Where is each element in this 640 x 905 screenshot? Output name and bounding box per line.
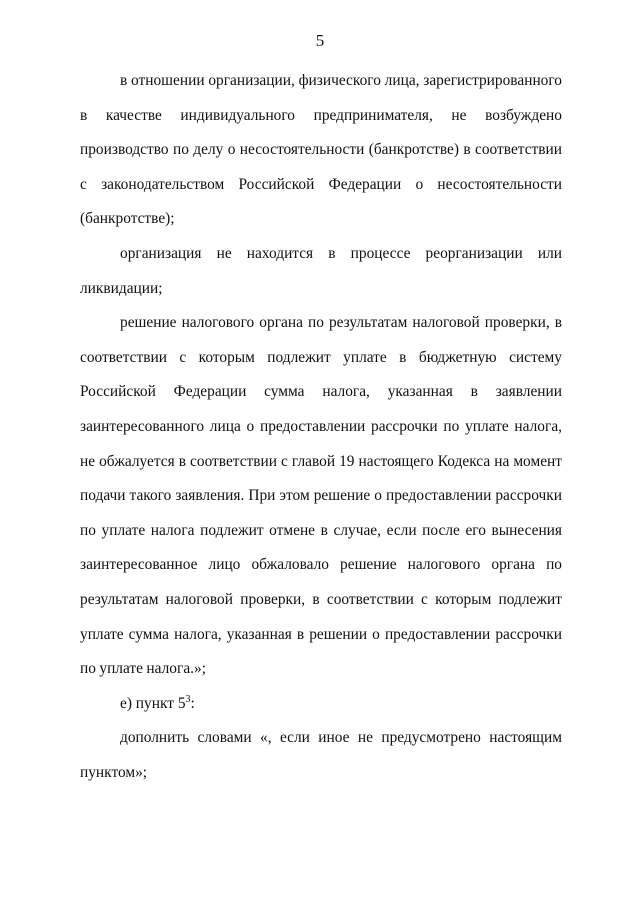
paragraph-reorganization-condition: организация не находится в процессе реорганизации или ликвидации; xyxy=(80,244,562,297)
item-e-superscript: 3 xyxy=(185,693,191,705)
document-body xyxy=(80,64,562,790)
paragraph-amendment: дополнить словами «, если иное не предусмотрено настоящим пунктом»; xyxy=(80,729,562,781)
paragraph-tax-decision-condition: решение налогового органа по результатам налоговой проверки, в соответствии с которым подлежит уплате в бюджетную систему Российской Федерации сумма налога, указанная в заявлении заинтересованного лица о предоставлении рассрочки по уплате налога, не обжалуется в соответствии с главой 19 настоящего Кодекса на момент подачи такого заявления. При этом решение о предоставлении рассрочки по уплате налога подлежит отмене в случае, если после его вынесения заинтересованное лицо обжаловало решение налогового органа по результатам налоговой проверки, в соответствии с которым подлежит уплате сумма налога, указанная в решении о предоставлении рассрочки по уплате налога.»; xyxy=(80,314,562,678)
paragraph-item-e xyxy=(80,687,562,722)
paragraph-bankruptcy-condition: в отношении организации, физического лица, зарегистрированного в качестве индивидуального предпринимателя, не возбуждено производство по делу о несостоятельности (банкротстве) в соответствии с законодательством Российской Федерации о несостоятельности (банкротстве); xyxy=(80,72,562,228)
page-number: 5 xyxy=(315,31,325,50)
item-e-prefix: е) пункт 5 xyxy=(120,694,186,712)
item-e-suffix: : xyxy=(190,694,195,712)
